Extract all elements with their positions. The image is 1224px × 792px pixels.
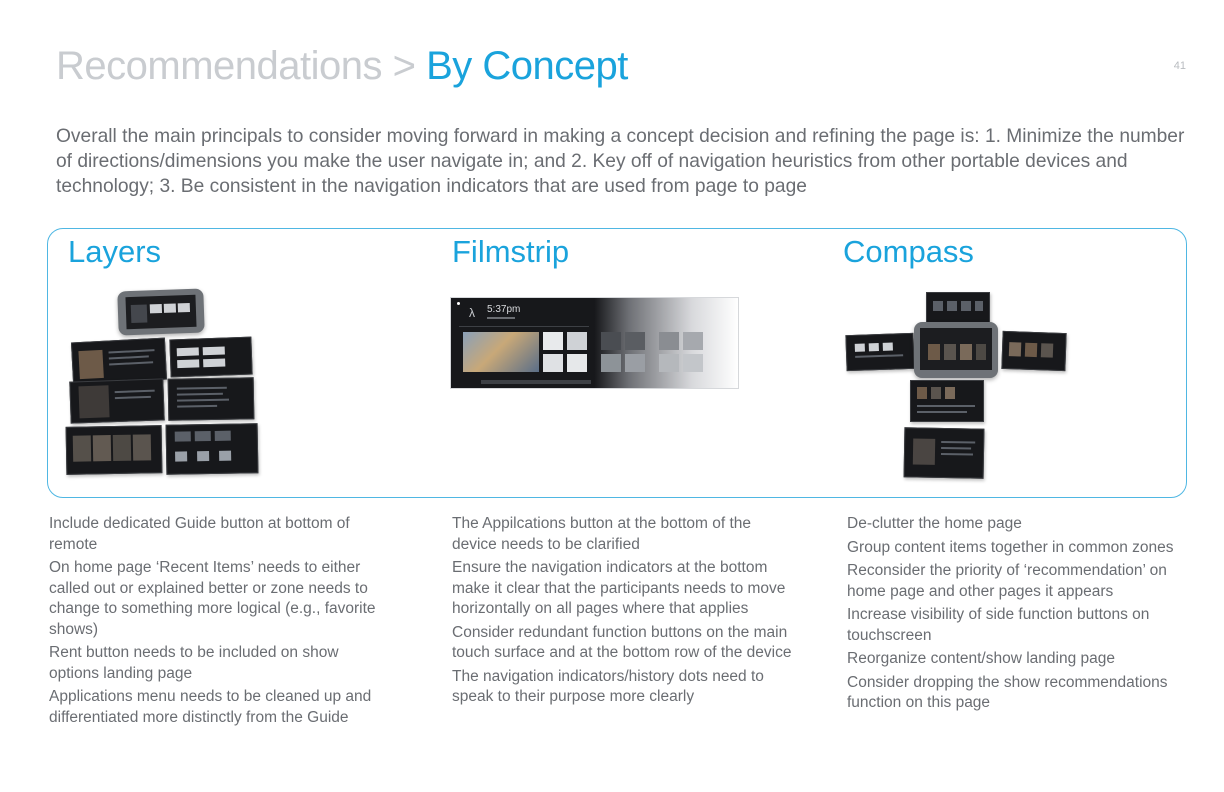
compass-note: De-clutter the home page (847, 515, 1022, 532)
filmstrip-screen-time: 5:37pm (487, 304, 521, 315)
compass-note: Group content items together in common zones (847, 538, 1174, 556)
compass-notes (847, 514, 1187, 717)
filmstrip-note: The Appilcations button at the bottom of the device needs to be clarified (452, 515, 752, 553)
compass-note: Reconsider the priority of ‘recommendation’ on home page and other pages it appears (847, 562, 1167, 600)
intro-paragraph: Overall the main principals to consider moving forward in making a concept decision and refining the page is: 1. Minimize the number of directions/dimensions you make the user navigate in; and 2. Key off of navigation heuristics from other portable devices and technology; 3. Be consistent in the navigation indicators that are used from page to page (56, 126, 1185, 197)
concept-title-compass: Compass (843, 234, 974, 269)
layers-note: Rent button needs to be included on show options landing page (49, 644, 339, 682)
filmstrip-note: Consider redundant function buttons on the main touch surface and at the bottom row of the device (452, 623, 792, 661)
compass-note: Consider dropping the show recommendations function on this page (847, 673, 1168, 711)
layers-notes (49, 514, 389, 731)
compass-note: Increase visibility of side function buttons on touchscreen (847, 606, 1150, 644)
layers-concept-image (64, 288, 264, 478)
filmstrip-note: The navigation indicators/history dots need to speak to their purpose more clearly (452, 667, 764, 705)
page-title-current: By Concept (426, 44, 628, 88)
filmstrip-concept-image: λ 5:37pm (450, 297, 739, 389)
filmstrip-note: Ensure the navigation indicators at the bottom make it clear that the participants needs to move horizontally on all pages where that applies (452, 559, 786, 617)
layers-note: Include dedicated Guide button at bottom of remote (49, 515, 350, 553)
page-number: 41 (1173, 60, 1186, 72)
concept-title-filmstrip: Filmstrip (452, 234, 570, 269)
breadcrumb: Recommendations > (56, 44, 427, 88)
concept-title-layers: Layers (68, 234, 162, 269)
filmstrip-notes (452, 514, 792, 711)
compass-concept-image (844, 290, 1068, 480)
layers-note: On home page ‘Recent Items’ needs to either called out or explained better or zone needs to change to something more logical (e.g., favorite shows) (49, 559, 376, 638)
page-title (56, 42, 628, 90)
compass-note: Reorganize content/show landing page (847, 650, 1115, 667)
layers-note: Applications menu needs to be cleaned up and differentiated more distinctly from the Guide (49, 688, 372, 726)
